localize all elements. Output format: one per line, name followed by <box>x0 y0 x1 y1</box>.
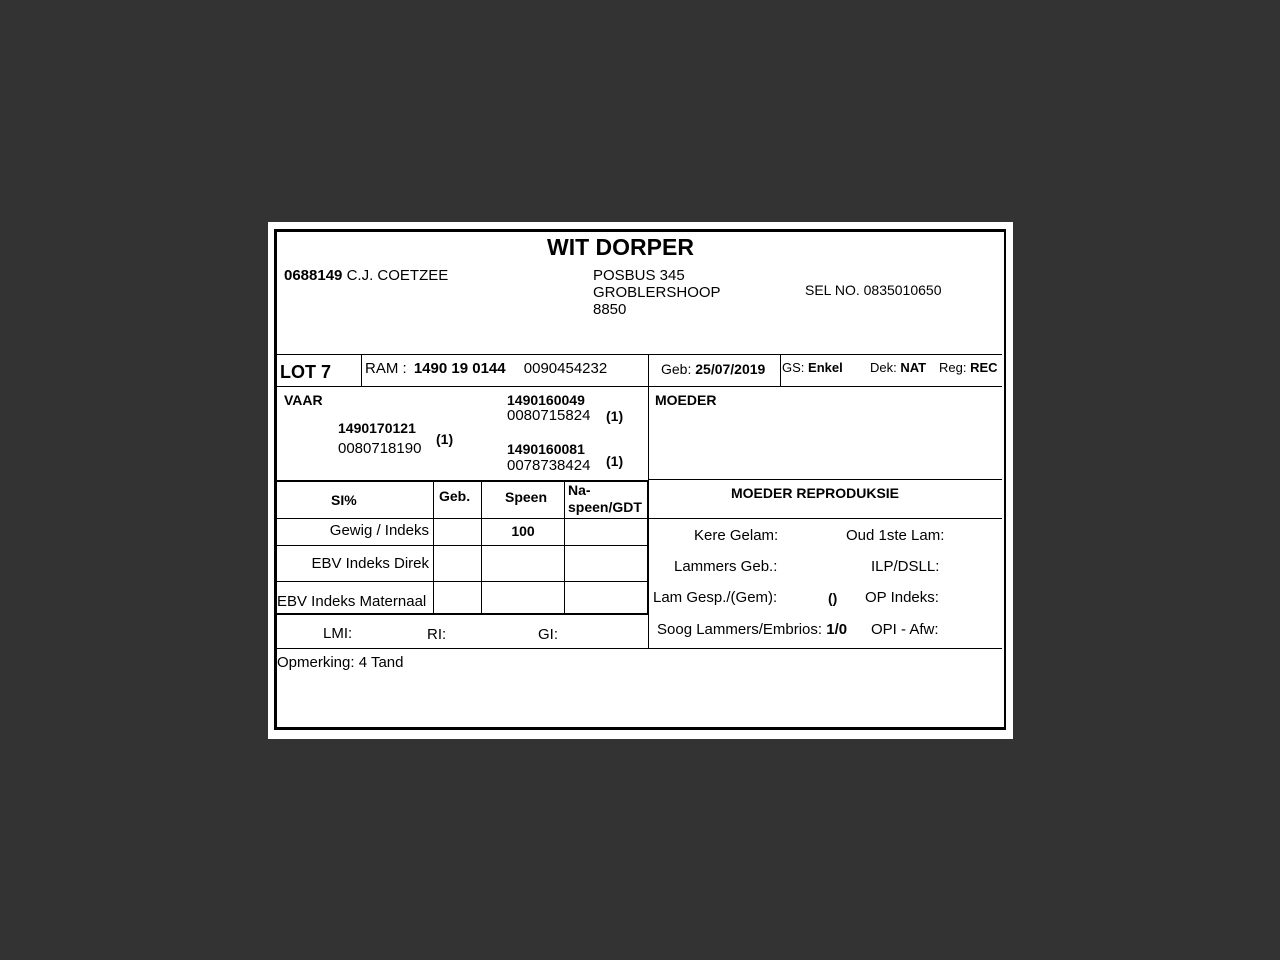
sire-sire-id: 1490160049 <box>507 392 585 408</box>
divider-repro-top <box>648 479 1002 480</box>
ram-label: RAM : <box>365 360 407 377</box>
sel-number <box>805 283 942 297</box>
sire-sire-code: 0080715824 <box>507 407 591 424</box>
kere-gelam-label: Kere Gelam: <box>694 527 779 544</box>
sel-label: SEL NO. <box>805 282 860 298</box>
divider-remarks-top <box>275 648 1002 649</box>
si-col-divider-2 <box>481 481 482 615</box>
sire-dam-count: (1) <box>606 453 624 469</box>
gi-label: GI: <box>538 626 559 643</box>
soog-value: 1/0 <box>826 621 848 638</box>
si-row-label-maternaal: EBV Indeks Maternaal <box>277 593 427 610</box>
moeder-label: MOEDER <box>655 392 717 408</box>
dek-field <box>870 361 926 374</box>
breeder-id: 0688149 <box>284 267 343 284</box>
sire-count: (1) <box>436 431 454 447</box>
remarks-value: 4 Tand <box>358 654 404 671</box>
breeder-name: C.J. COETZEE <box>346 267 449 284</box>
si-col-divider-3 <box>564 481 565 615</box>
sire-sire-count: (1) <box>606 408 624 424</box>
gs-value: Enkel <box>808 360 843 375</box>
si-row-label-direk: EBV Indeks Direk <box>311 555 429 572</box>
reg-label: Reg: <box>939 360 967 375</box>
op-indeks-label: OP Indeks: <box>865 589 939 606</box>
gs-label: GS: <box>782 360 805 375</box>
geb-value: 25/07/2019 <box>695 361 766 377</box>
lam-gesp-label: Lam Gesp./(Gem): <box>653 589 778 606</box>
si-row-divider-1 <box>276 518 648 519</box>
remarks-label: Opmerking: <box>277 654 355 671</box>
ram-line <box>365 361 607 376</box>
dek-label: Dek: <box>870 360 897 375</box>
divider-lot-v2 <box>780 354 781 386</box>
address-line-1: POSBUS 345 <box>593 267 685 284</box>
sire-dam-code: 0078738424 <box>507 457 591 474</box>
reg-field <box>939 361 998 374</box>
sire-dam-id: 1490160081 <box>507 441 585 457</box>
si-row-label-gewig: Gewig / Indeks <box>329 522 429 539</box>
oud-1ste-lam-label: Oud 1ste Lam: <box>846 527 945 544</box>
ram-id: 1490 19 0144 <box>413 360 506 377</box>
sire-id: 1490170121 <box>338 420 416 436</box>
sel-value: 0835010650 <box>863 282 942 298</box>
si-row-divider-3 <box>276 581 648 582</box>
gs-field <box>782 361 843 374</box>
breed-title: WIT DORPER <box>547 234 694 260</box>
soog-text: Soog Lammers/Embrios: <box>657 621 823 638</box>
geb-label: Geb: <box>661 361 692 377</box>
divider-lot-top <box>275 354 1002 355</box>
si-cell-gewig-speen: 100 <box>511 523 535 539</box>
si-row-divider-2 <box>276 545 648 546</box>
si-header-naspeen: Na- speen/GDT <box>568 482 642 515</box>
lmi-label: LMI: <box>323 625 353 642</box>
address-line-3: 8850 <box>593 301 627 318</box>
divider-lot-v1 <box>361 354 362 386</box>
si-header-speen: Speen <box>505 489 548 505</box>
si-header-si: SI% <box>331 492 357 508</box>
remarks <box>277 655 403 670</box>
divider-repro-header <box>648 518 1002 519</box>
ilp-dsll-label: ILP/DSLL: <box>871 558 940 575</box>
ri-label: RI: <box>427 626 447 643</box>
vaar-label: VAAR <box>284 392 323 408</box>
lammers-geb-label: Lammers Geb.: <box>674 558 778 575</box>
birth-date <box>661 362 765 376</box>
reg-value: REC <box>970 360 998 375</box>
si-col-divider-1 <box>433 481 434 615</box>
sire-code: 0080718190 <box>338 440 422 457</box>
opi-afw-label: OPI - Afw: <box>871 621 939 638</box>
lot-number: LOT 7 <box>280 362 332 382</box>
si-header-geb: Geb. <box>439 488 471 504</box>
dek-value: NAT <box>900 360 927 375</box>
divider-lot-bottom <box>275 386 1002 387</box>
repro-title: MOEDER REPRODUKSIE <box>731 485 900 501</box>
lam-gesp-value: () <box>828 590 838 606</box>
ram-code: 0090454232 <box>523 360 608 377</box>
soog-label <box>657 622 847 637</box>
breeder-line <box>284 268 448 283</box>
address-line-2: GROBLERSHOOP <box>593 284 721 301</box>
